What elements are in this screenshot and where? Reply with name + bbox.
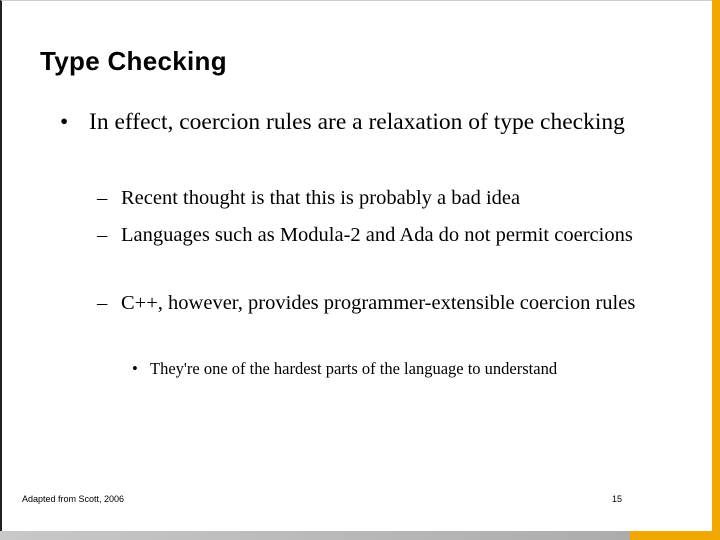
accent-bar-right xyxy=(712,0,720,540)
sub-sub-bullet-point xyxy=(132,358,692,380)
sub-bullet-point xyxy=(97,220,657,251)
dash-icon: – xyxy=(97,292,108,314)
page-number: 15 xyxy=(612,494,623,504)
bullet-point xyxy=(60,106,660,139)
sub-sub-bullet-text: They're one of the hardest parts of the language to understand xyxy=(150,359,558,378)
sub-bullet-point xyxy=(97,288,657,319)
bottom-bar-accent xyxy=(630,531,720,540)
sub-bullet-text: Recent thought is that this is probably a bad idea xyxy=(121,187,521,209)
dash-icon: – xyxy=(97,224,108,246)
dash-icon: – xyxy=(97,187,108,209)
sub-bullet-text: Languages such as Modula-2 and Ada do not permit coercions xyxy=(121,224,633,246)
slide-title: Type Checking xyxy=(40,46,227,76)
sub-bullet-text: C++, however, provides programmer-extensible coercion rules xyxy=(121,292,636,314)
bullet-icon: • xyxy=(60,109,69,135)
bullet-text: In effect, coercion rules are a relaxation of type checking xyxy=(89,109,625,135)
sub-bullet-point xyxy=(97,183,657,214)
bottom-bar xyxy=(0,531,720,540)
bullet-icon: • xyxy=(132,359,138,378)
footer-credit: Adapted from Scott, 2006 xyxy=(22,494,125,504)
